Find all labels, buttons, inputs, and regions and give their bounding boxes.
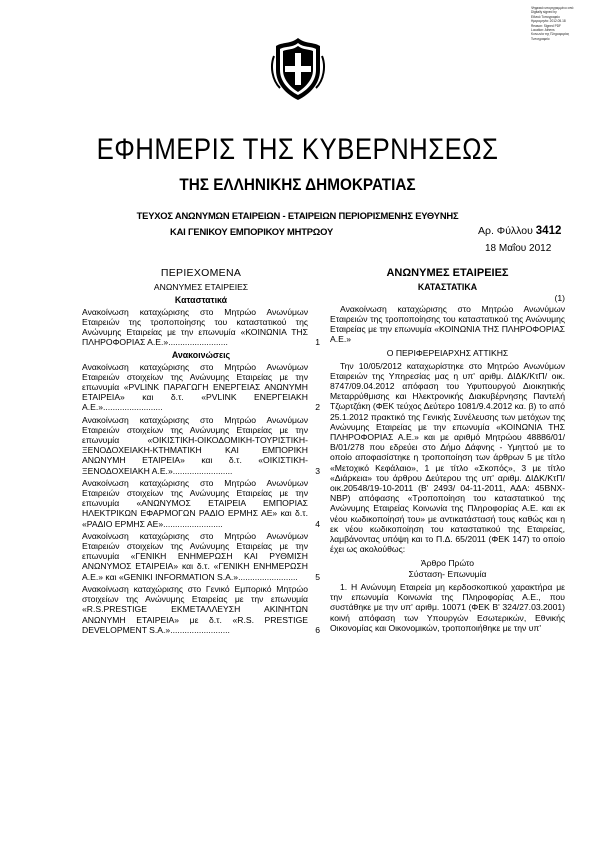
contents-column xyxy=(82,262,320,637)
series-line-1: ΤΕΥΧΟΣ ΑΝΩΝΥΜΩΝ ΕΤΑΙΡΕΙΩΝ - ΕΤΑΙΡΕΙΩΝ ΠΕΡΙΟΡΙΣΜΕΝΗΣ ΕΥΘΥΝΗΣ xyxy=(136,210,459,221)
subsection-heading: Ανακοινώσεις xyxy=(171,350,231,361)
contents-title: ΠΕΡΙΕΧΟΜΕΝΑ xyxy=(160,267,242,279)
toc-entry-text: Ανακοίνωση καταχώρισης στο Μητρώο Ανωνύμων Εταιρειών στοιχείων της Ανώνυμης Εταιρείας με την επωνυμία «ΑΝΩΝΥΜΟΣ ΕΤΑΙΡΕΙΑ ΕΜΠΟΡΙΑΣ ΗΛΕΚΤΡΙΚΩΝ ΕΦΑΡΜΟΓΩΝ ΡΑΔΙΟ ΕΡΜΗΣ ΑΕ» και δ.τ. «ΡΑΔΙΟ ΕΡΜΗΣ ΑΕ»......................... xyxy=(82,477,308,529)
toc-entry[interactable] xyxy=(82,478,320,529)
section-heading: ΑΝΩΝΥΜΕΣ ΕΤΑΙΡΕΙΕΣ xyxy=(153,282,249,293)
item-number: (1) xyxy=(554,293,565,304)
item-body: Την 10/05/2012 καταχωρίστηκε στο Μητρώο Ανωνύμων Εταιρειών της Υπηρεσίας μας η υπ' αριθμ. ΔΙΔΚ/ΚτΠ/ οικ. 8747/09.04.2012 απόφαση του Υφυπουργού Διοικητικής Μεταρρύθμισης και Ηλεκτρονικής Διακυβέρνησης Παντελή Τζωρτζάκη (ΦΕΚ τεύχος Δεύτερο 1081/9.4.2012 κα. β) το από 25.1.2012 πρακτικό της Γενικής Συνέλευσης των μετόχων της Ανώνυμης Εταιρείας με την επωνυμία «ΚΟΙΝΩΝΙΑ ΤΗΣ ΠΛΗΡΟΦΟΡΙΑΣ Α.Ε.» και με αριθμό Μητρώου 48886/01/Β/01/278 που εδρεύει στο Δήμο Δάφνης - Υμηττού με το οποίο αποφασίστηκε η τροποποίηση των άρθρων 5 με τίτλο «Μετοχικό Κεφάλαιο», 1 με τίτλο «Σκοπός», 3 με τίτλο «Διάρκεια» του άρθρου Δεύτερου της υπ' αριθμ. ΔΙΔΚ/ΚτΠ/οικ.20548/19-10-2011 (Β' 2493/ 04-11-2011, ΑΔΑ: 45ΒΝΧ-ΝΒΡ) απόφασης «Τροποποίηση του καταστατικού της Ανώνυμης Εταιρείας Κοινωνία της Πληροφορίας Α.Ε. και εκ νέου κωδικοποίησή του» με αντικατάστασή τους καθώς και η εκ νέου κωδικοποίηση του καταστατικού της Εταιρείας, λαμβάνοντας υπόψη και το Π.Δ. 65/2011 (ΦΕΚ 147) το οποίο έχει ως ακολούθως: xyxy=(330,360,565,555)
toc-page-number: 6 xyxy=(315,624,320,635)
stamp-line: Location: Athens xyxy=(531,28,555,33)
toc-entry[interactable] xyxy=(82,362,320,413)
digital-signature-stamp xyxy=(531,6,583,41)
sheet-number xyxy=(478,225,561,237)
subsection-heading: Καταστατικά xyxy=(174,295,228,306)
article-body: 1. Η Ανώνυμη Εταιρεία μη κερδοσκοπικού χαρακτήρα με την επωνυμία Κοινωνία της Πληροφορίας Α.Ε., που συστάθηκε με την υπ' αριθμ. 10071 (ΦΕΚ Β' 324/27.03.2001) κοινή απόφαση των Υπουργών Εσωτερικών, Εθνικής Οικονομίας και Οικονομικών, τροποποιήθηκε με την υπ' xyxy=(330,581,565,633)
sheet-number-value: 3412 xyxy=(535,225,562,237)
stamp-line: Reason: Signed PDF xyxy=(531,23,561,28)
article-subtitle: Σύσταση- Επωνυμία xyxy=(408,568,487,579)
toc-entry-text: Ανακοίνωση καταχώρισης στο Μητρώο Ανωνύμων Εταιρειών στοιχείων της Ανώνυμης Εταιρείας με την επωνυμία «PVLINK ΠΑΡΑΓΩΓΗ ΕΝΕΡΓΕΙΑΣ ΑΝΩΝΥΜΗ ΕΤΑΙΡΕΙΑ» και δ.τ. «PVLINK ΕΝΕΡΓΕΙΑΚΗ Α.Ε.»......................... xyxy=(82,361,308,413)
sheet-label: Αρ. Φύλλου xyxy=(478,225,533,237)
stamp-line: Κοινωνία της Πληροφορίας xyxy=(531,32,570,37)
toc-entry-text: Ανακοίνωση καταχώρισης στο Γενικό Εμπορικό Μητρώο στοιχείων της Ανώνυμης Εταιρείας με την επωνυμία «R.S.PRESTIGE ΕΚΜΕΤΑΛΛΕΥΣΗ ΑΚΙΝΗΤΩΝ ΑΝΩΝΥΜΗ ΕΤΑΙΡΕΙΑ» με δ.τ. «R.S. PRESTIGE DEVELOPMENT S.A.»......................... xyxy=(82,583,308,635)
subsection-heading: ΚΑΤΑΣΤΑΤΙΚΑ xyxy=(417,282,478,293)
toc-entry[interactable] xyxy=(82,584,320,635)
toc-page-number: 5 xyxy=(315,571,320,582)
toc-page-number: 3 xyxy=(315,465,320,476)
series-line-2: ΚΑΙ ΓΕΝΙΚΟΥ ΕΜΠΟΡΙΚΟΥ ΜΗΤΡΩΟΥ xyxy=(170,226,334,237)
stamp-line: Τυπογραφείο xyxy=(531,36,550,41)
stamp-line: Ψηφιακά υπογεγραμμένο από xyxy=(531,6,574,10)
toc-page-number: 4 xyxy=(315,518,320,529)
section-heading: ΑΝΩΝΥΜΕΣ ΕΤΑΙΡΕΙΕΣ xyxy=(386,267,509,279)
stamp-line: Ημερομηνία: 2012.05.18 xyxy=(531,19,566,24)
toc-page-number: 2 xyxy=(315,402,320,413)
toc-entry[interactable] xyxy=(82,531,320,582)
article-column xyxy=(330,262,565,634)
toc-entry[interactable] xyxy=(82,307,320,348)
article-title: Άρθρο Πρώτο xyxy=(420,558,475,569)
toc-entry-text: Ανακοίνωση καταχώρισης στο Μητρώο Ανωνύμων Εταιρειών στοιχείων της Ανώνυμης Εταιρείας με την επωνυμία «ΟΙΚΙΣΤΙΚΗ-ΟΙΚΟΔΟΜΙΚΗ-ΤΟΥΡΙΣΤΙΚΗ-ΞΕΝΟΔΟΧΕΙΑΚΗ-ΚΤΗΜΑΤΙΚΗ ΚΑΙ ΕΜΠΟΡΙΚΗ ΑΝΩΝΥΜΗ ΕΤΑΙΡΕΙΑ» και δ.τ. «ΟΙΚΙΣΤΙΚΗ-ΞΕΝΟΔΟΧΕΙΑΚΗ Α.Ε.»......................... xyxy=(82,414,308,476)
toc-entry[interactable] xyxy=(82,415,320,476)
toc-page-number: 1 xyxy=(315,337,320,348)
gazette-title: ΕΦΗΜΕΡΙΣ ΤΗΣ ΚΥΒΕΡΝΗΣΕΩΣ xyxy=(96,133,499,166)
stamp-line: Εθνικό Τυπογραφείο xyxy=(531,14,560,19)
item-title: Ανακοίνωση καταχώρισης στο Μητρώο Ανωνύμων Εταιρειών της τροποποίησης του καταστατικού της Ανώνυμης Εταιρείας με την επωνυμία «ΚΟΙΝΩΝΙΑ ΤΗΣ ΠΛΗΡΟΦΟΡΙΑΣ Α.Ε.» xyxy=(330,303,565,345)
issue-date: 18 Μαΐου 2012 xyxy=(485,243,552,254)
toc-entry-text: Ανακοίνωση καταχώρισης στο Μητρώο Ανωνύμων Εταιρειών της τροποποίησης του καταστατικού της Ανώνυμης Εταιρείας με την επωνυμία «ΚΟΙΝΩΝΙΑ ΤΗΣ ΠΛΗΡΟΦΟΡΙΑΣ Α.Ε.»......................... xyxy=(82,306,308,348)
region-heading: Ο ΠΕΡΙΦΕΡΕΙΑΡΧΗΣ ΑΤΤΙΚΗΣ xyxy=(386,348,509,359)
toc-entry-text: Ανακοίνωση καταχώρισης στο Μητρώο Ανωνύμων Εταιρειών στοιχείων της Ανώνυμης Εταιρείας με την επωνυμία «ΓΕΝΙΚΗ ΕΝΗΜΕΡΩΣΗ ΚΑΙ ΡΥΘΜΙΣΗ ΑΝΩΝΥΜΟΣ ΕΤΑΙΡΕΙΑ» και δ.τ. «ΓΕΝΙΚΗ ΕΝΗΜΕΡΩΣΗ Α.Ε.» και «GENIKI INFORMATION S.A.»......................... xyxy=(82,530,308,582)
stamp-line: Digitally signed by xyxy=(531,10,557,15)
greek-coat-of-arms-icon xyxy=(270,36,326,102)
gazette-subtitle: ΤΗΣ ΕΛΛΗΝΙΚΗΣ ΔΗΜΟΚΡΑΤΙΑΣ xyxy=(179,175,416,194)
